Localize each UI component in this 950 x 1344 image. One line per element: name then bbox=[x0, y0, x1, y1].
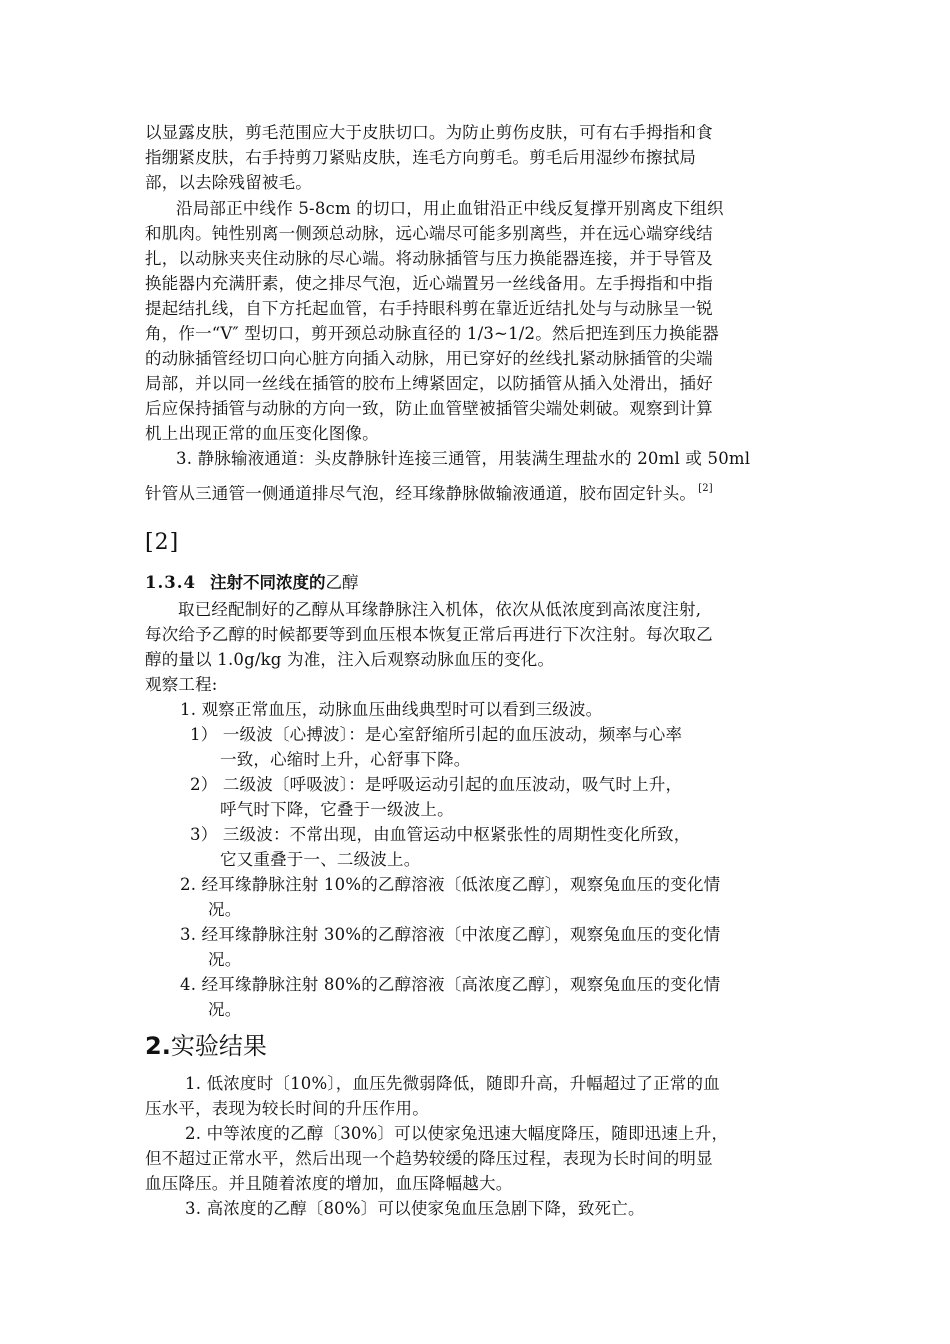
reference-marker: [2] bbox=[145, 530, 180, 555]
list-item: 2） 二级波〔呼吸波〕：是呼吸运动引起的血压波动，吸气时上升， bbox=[190, 775, 683, 794]
list-item-continuation: 况。 bbox=[208, 950, 242, 969]
text-line: 醇的量以 1.0g/kg 为准，注入后观察动脉血压的变化。 bbox=[145, 650, 555, 669]
text-line: 角，作一“V″ 型切口，剪开颈总动脉直径的 1/3~1/2。然后把连到压力换能器 bbox=[145, 324, 719, 343]
text-line: 压水平，表现为较长时间的升压作用。 bbox=[145, 1099, 429, 1118]
text-line: 沿局部正中线作 5-8cm 的切口，用止血钳沿正中线反复撑开别离皮下组织 bbox=[176, 199, 724, 218]
section-title: 实验结果 bbox=[170, 1032, 267, 1060]
section-number: 1.3.4 bbox=[145, 573, 196, 592]
text-line: 换能器内充满肝素，使之排尽气泡，近心端置另一丝线备用。左手拇指和中指 bbox=[145, 274, 713, 293]
text-line: 提起结扎线，自下方托起血管，右手持眼科剪在靠近近结扎处与与动脉呈一锐 bbox=[145, 299, 713, 318]
section-heading bbox=[145, 1026, 267, 1061]
text-span: 针管从三通管一侧通道排尽气泡，经耳缘静脉做输液通道，胶布固定针头。 bbox=[145, 484, 697, 503]
list-item: 4. 经耳缘静脉注射 80%的乙醇溶液〔高浓度乙醇〕，观察兔血压的变化情 bbox=[180, 975, 721, 994]
text-line: 以显露皮肤，剪毛范围应大于皮肤切口。为防止剪伤皮肤，可有右手拇指和食 bbox=[145, 123, 713, 142]
list-item-continuation: 它又重叠于一、二级波上。 bbox=[220, 850, 421, 869]
text-line: 血压降压。并且随着浓度的增加，血压降幅越大。 bbox=[145, 1174, 513, 1193]
list-item-continuation: 一致，心缩时上升，心舒事下降。 bbox=[220, 750, 471, 769]
text-line: 3. 高浓度的乙醇〔80%〕可以使家兔血压急剧下降，致死亡。 bbox=[185, 1199, 645, 1218]
text-line: 指绷紧皮肤，右手持剪刀紧贴皮肤，连毛方向剪毛。剪毛后用湿纱布擦拭局 bbox=[145, 148, 697, 167]
citation-superscript: [2] bbox=[698, 483, 713, 494]
text-line: 1. 低浓度时〔10%〕，血压先微弱降低，随即升高，升幅超过了正常的血 bbox=[185, 1074, 720, 1093]
list-item: 2. 经耳缘静脉注射 10%的乙醇溶液〔低浓度乙醇〕，观察兔血压的变化情 bbox=[180, 875, 721, 894]
text-line: 取已经配制好的乙醇从耳缘静脉注入机体，依次从低浓度到高浓度注射, bbox=[178, 600, 702, 619]
list-item: 3. 经耳缘静脉注射 30%的乙醇溶液〔中浓度乙醇〕，观察兔血压的变化情 bbox=[180, 925, 721, 944]
text-line: 机上出现正常的血压变化图像。 bbox=[145, 424, 379, 443]
list-item-continuation: 况。 bbox=[208, 1000, 242, 1019]
text-line: 局部，并以同一丝线在插管的胶布上缚紧固定，以防插管从插入处滑出，插好 bbox=[145, 374, 713, 393]
list-item: 1） 一级波〔心搏波〕：是心室舒缩所引起的血压波动，频率与心率 bbox=[190, 725, 683, 744]
section-heading bbox=[145, 569, 358, 593]
list-item-continuation: 况。 bbox=[208, 900, 242, 919]
observe-label: 观察工程: bbox=[145, 675, 218, 694]
text-line bbox=[145, 482, 713, 509]
list-item: 3） 三级波：不常出现，由血管运动中枢紧张性的周期性变化所致， bbox=[190, 825, 691, 844]
text-line: 部，以去除残留被毛。 bbox=[145, 173, 312, 192]
text-line: 每次给予乙醇的时候都要等到血压根本恢复正常后再进行下次注射。每次取乙 bbox=[145, 625, 713, 644]
section-title-bold: 注射不同浓度的 bbox=[209, 573, 326, 592]
text-line: 3. 静脉输液通道：头皮静脉针连接三通管，用装满生理盐水的 20ml 或 50ml bbox=[176, 449, 751, 468]
list-item: 1. 观察正常血压，动脉血压曲线典型时可以看到三级波。 bbox=[180, 700, 603, 719]
text-line: 和肌肉。钝性别离一侧颈总动脉，远心端尽可能多别离些，并在远心端穿线结 bbox=[145, 224, 713, 243]
text-line: 后应保持插管与动脉的方向一致，防止血管壁被插管尖端处刺破。观察到计算 bbox=[145, 399, 713, 418]
text-line: 但不超过正常水平，然后出现一个趋势较缓的降压过程，表现为长时间的明显 bbox=[145, 1149, 713, 1168]
section-title-plain: 乙醇 bbox=[325, 573, 359, 592]
text-line: 扎，以动脉夹夹住动脉的尽心端。将动脉插管与压力换能器连接，并于导管及 bbox=[145, 249, 713, 268]
list-item-continuation: 呼气时下降，它叠于一级波上。 bbox=[220, 800, 454, 819]
text-line: 2. 中等浓度的乙醇〔30%〕可以使家兔迅速大幅度降压，随即迅速上升， bbox=[185, 1124, 729, 1143]
section-number: 2. bbox=[145, 1032, 171, 1060]
text-line: 的动脉插管经切口向心脏方向插入动脉，用已穿好的丝线扎紧动脉插管的尖端 bbox=[145, 349, 713, 368]
